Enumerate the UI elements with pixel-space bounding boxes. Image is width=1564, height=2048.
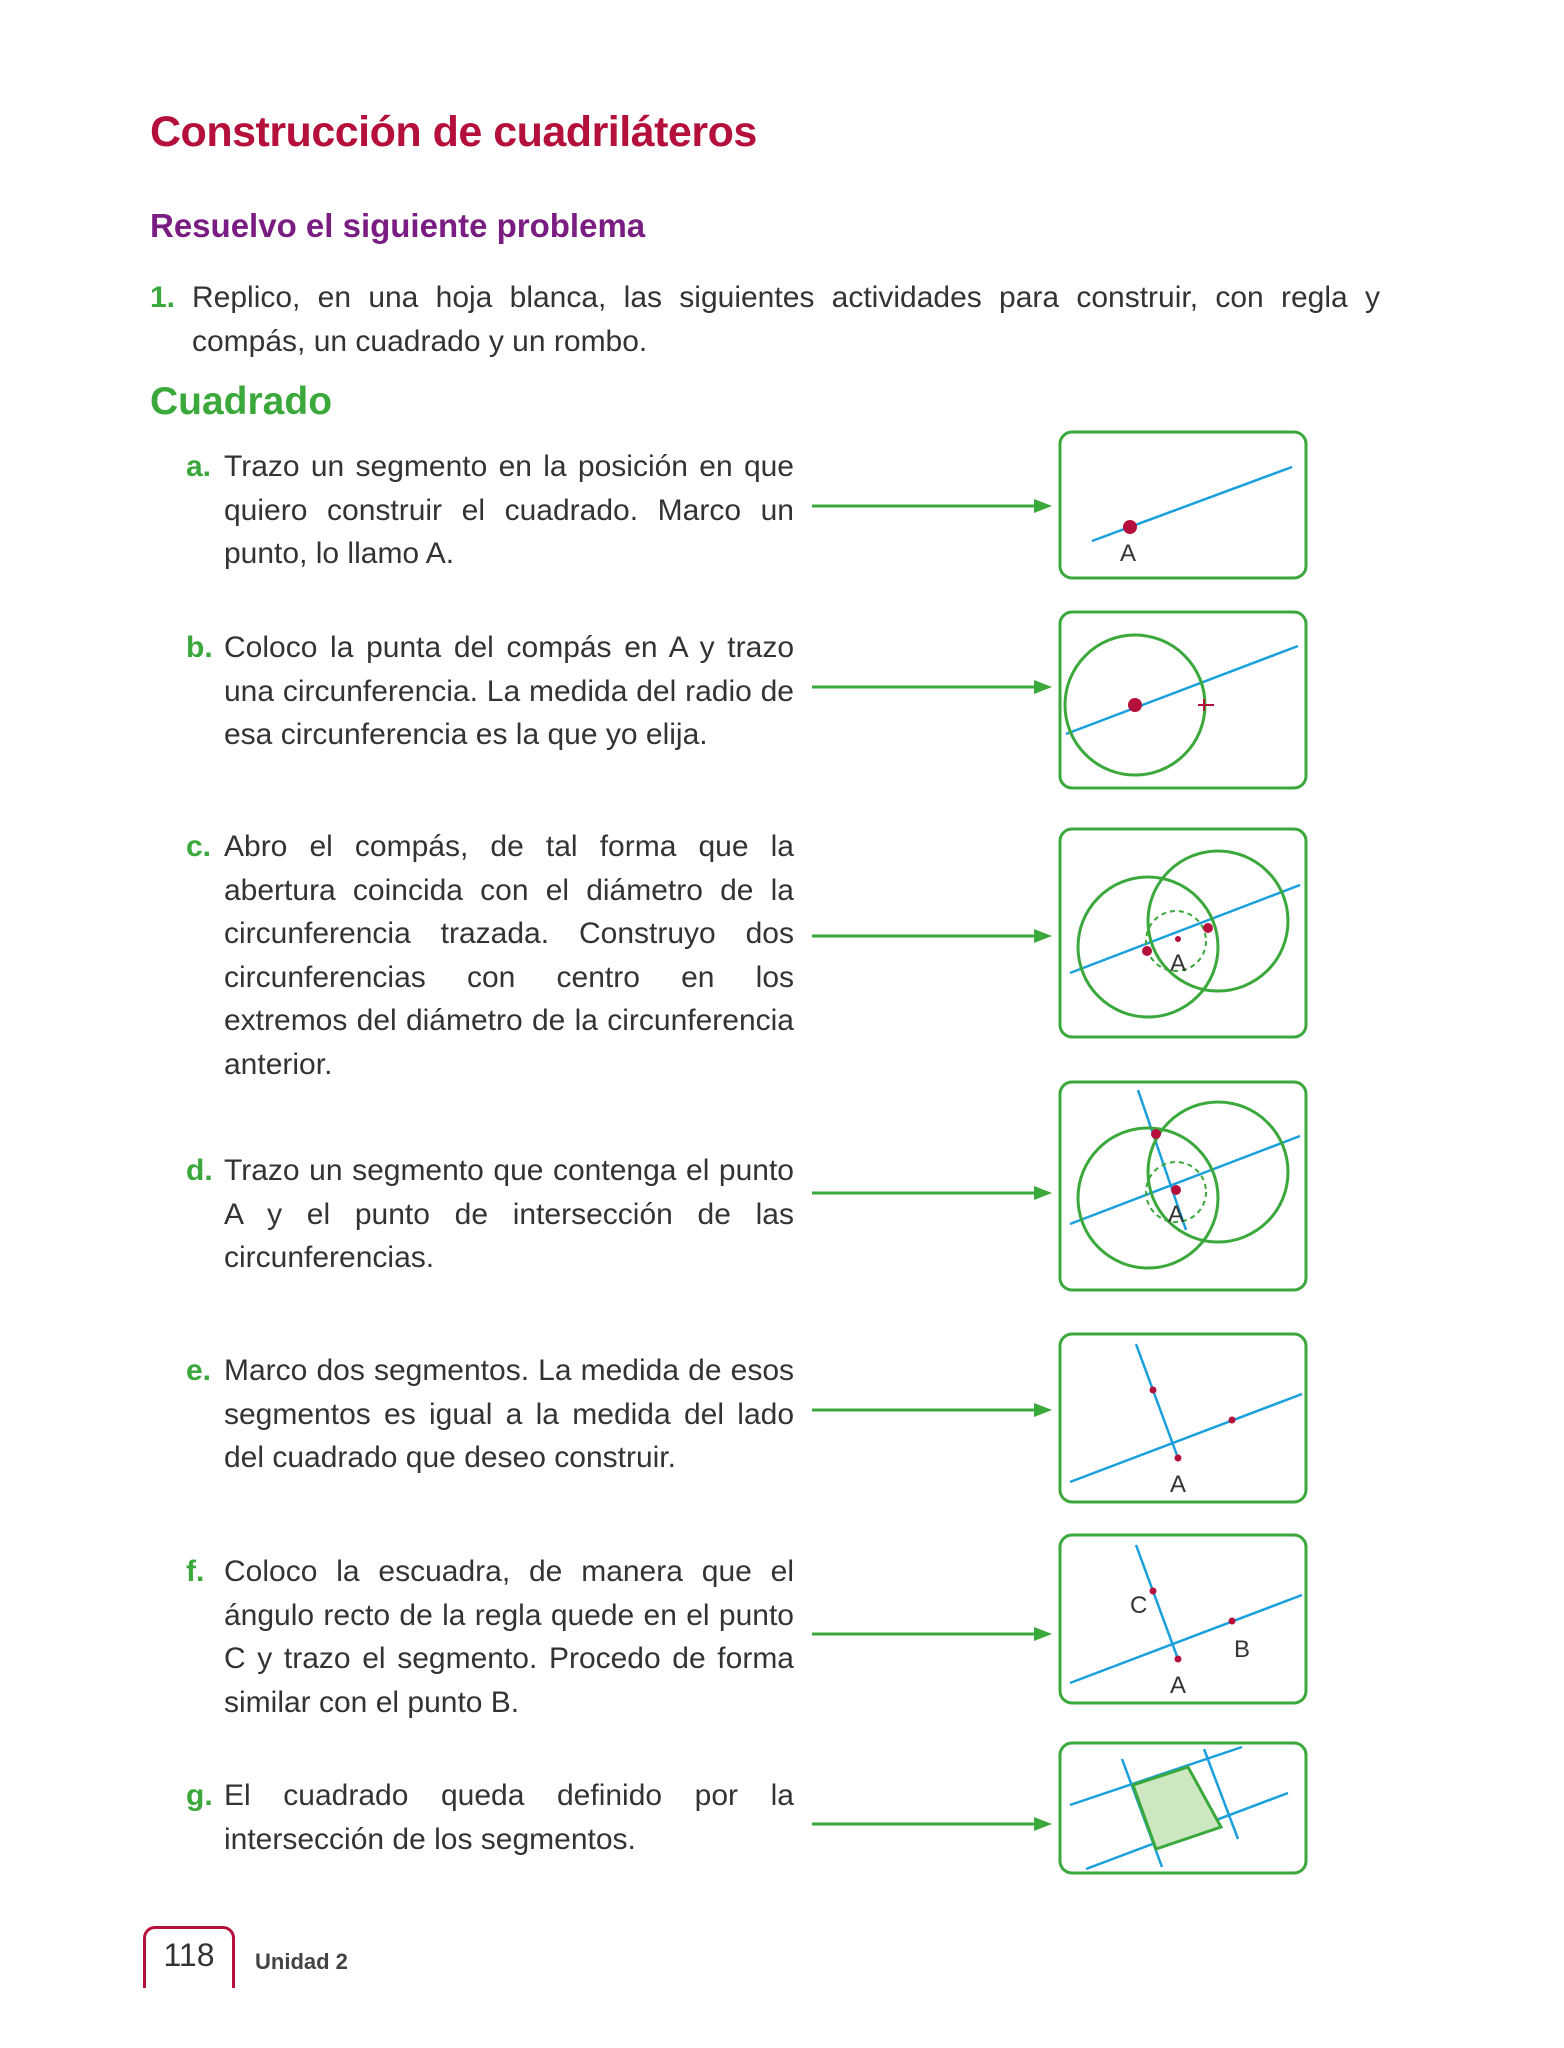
step-g [186,1774,794,1861]
step-text: El cuadrado queda definido por la intersección de los segmentos. [224,1779,794,1856]
page-title: Construcción de cuadriláteros [150,108,757,156]
figure-c [1058,827,1308,1039]
step-letter: g. [186,1779,213,1812]
step-c [186,825,794,1086]
step-letter: f. [186,1555,205,1588]
problem-statement [150,276,1380,364]
point-a-label: A [1168,1201,1185,1228]
arrow-icon [812,926,1052,946]
step-letter: e. [186,1354,212,1387]
point-b-label: B [1234,1636,1251,1663]
point-a-label: A [1170,950,1187,977]
arrow-icon [812,1624,1052,1644]
step-text: Marco dos segmentos. La medida de esos segmentos es igual a la medida del lado del cuadrado que deseo construir. [224,1354,794,1474]
problem-text: Replico, en una hoja blanca, las siguientes actividades para construir, con regla y compás, un cuadrado y un rombo. [192,281,1380,358]
figure-b [1058,610,1308,790]
arrow-icon [812,1183,1052,1203]
step-text: Trazo un segmento en la posición en que quiero construir el cuadrado. Marco un punto, lo llamo A. [224,450,794,570]
step-text: Coloco la escuadra, de manera que el ángulo recto de la regla quede en el punto C y trazo el segmento. Procedo de forma similar con el punto B. [224,1555,794,1719]
step-text: Abro el compás, de tal forma que la abertura coincida con el diámetro de la circunferencia trazada. Construyo dos circunferencias con centro en los extremos del diámetro de la circunferencia anterior. [224,830,794,1081]
arrow-icon [812,677,1052,697]
arrow-icon [812,1400,1052,1420]
step-text: Trazo un segmento que contenga el punto A y el punto de intersección de las circunferencias. [224,1154,794,1274]
step-letter: c. [186,830,212,863]
page-number: 118 [163,1937,215,1973]
unit-label: Unidad 2 [255,1949,348,1974]
step-letter: d. [186,1154,213,1187]
step-letter: b. [186,631,213,664]
figure-d [1058,1080,1308,1292]
point-a-dot [1123,520,1137,534]
step-text: Coloco la punta del compás en A y trazo una circunferencia. La medida del radio de esa circunferencia es la que yo elija. [224,631,794,751]
step-letter: a. [186,450,212,483]
point-a-label: A [1170,1471,1187,1498]
figure-f [1058,1533,1308,1705]
step-a [186,445,794,576]
section-title-cuadrado: Cuadrado [150,380,333,423]
point-a-label: A [1170,1672,1187,1699]
arrow-icon [812,1814,1052,1834]
point-c-label: C [1130,1592,1148,1619]
figure-a [1058,430,1308,580]
step-e [186,1349,794,1480]
step-d [186,1149,794,1280]
section-subtitle: Resuelvo el siguiente problema [150,207,646,244]
figure-e [1058,1332,1308,1504]
step-b [186,626,794,757]
page-number-box [143,1926,235,1988]
problem-number: 1. [150,281,176,314]
arrow-icon [812,496,1052,516]
point-a-label: A [1120,540,1137,567]
center-point-a [1128,698,1142,712]
step-f [186,1550,794,1724]
figure-g [1058,1741,1308,1875]
